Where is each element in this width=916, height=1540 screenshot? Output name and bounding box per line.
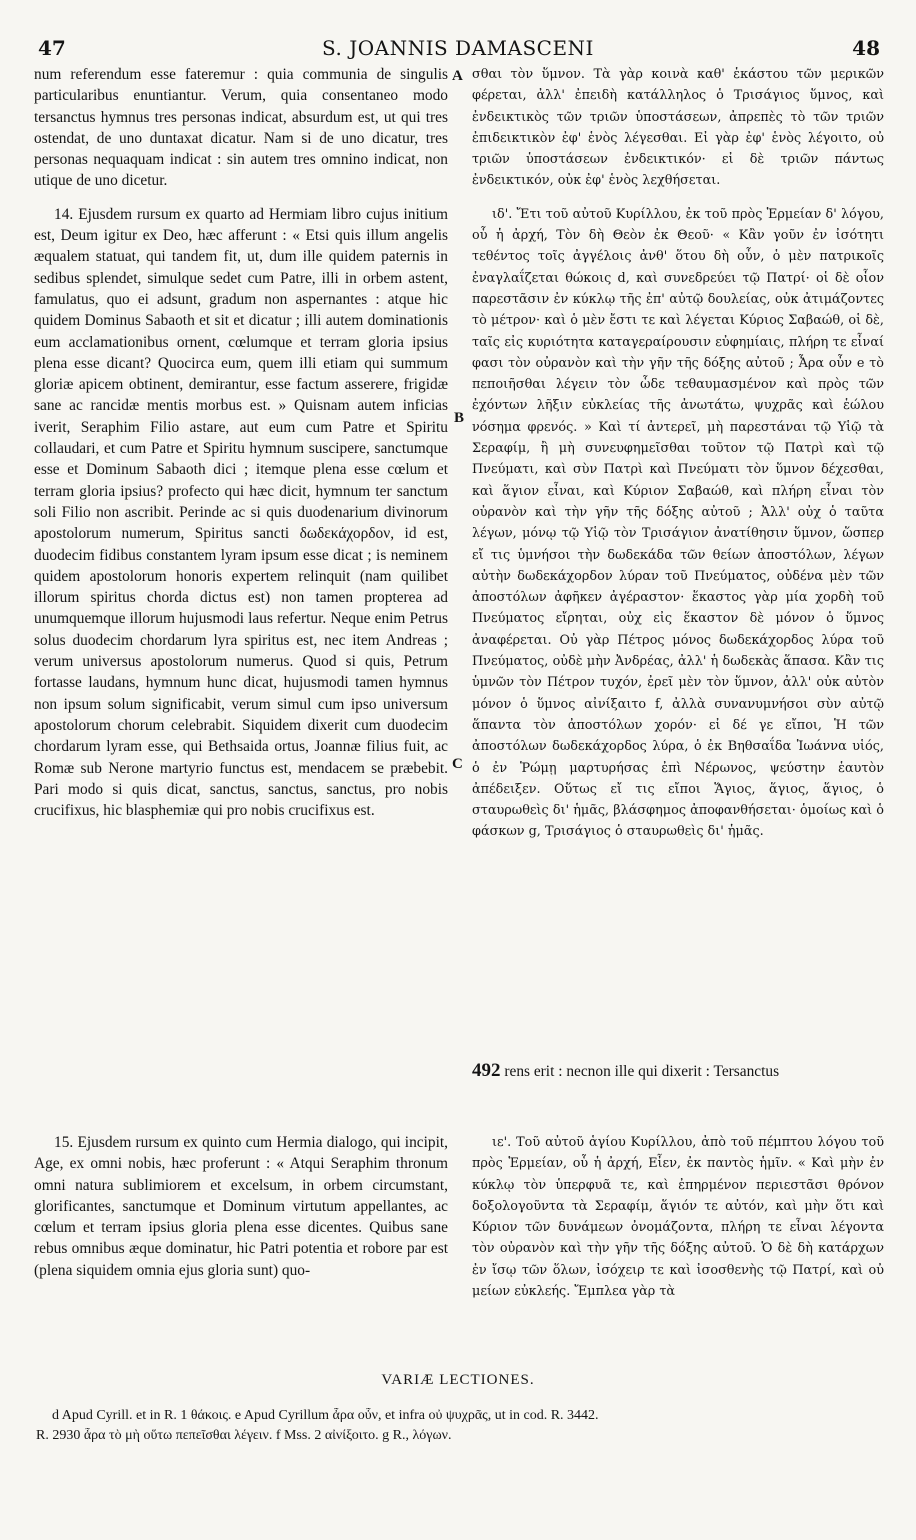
greek-column-lower [472,1132,884,1360]
page-number-left: 47 [38,36,66,60]
variae-line-2: R. 2930 ἆρα τὸ μὴ οὕτω πεπεῖσθαι λέγειν. f Mss. 2 αἰνίξοιτο. g R., λόγων. [36,1428,452,1443]
greek-paragraph: σθαι τὸν ὕμνον. Τὰ γὰρ κοινὰ καθ' ἑκάστου τῶν μερικῶν φέρεται, ἀλλ' ἐπειδὴ κατάλληλος ὁ Τρισάγιος ὕμνος, καὶ ἐνδεικτικὸς τῶν τριῶν ὑποστάσεων, ἀπρεπὲς τὸ τῶν τριῶν ἐπιδεικτικὸν ἐφ' ἑνὸς λέγεσθαι. Εἰ γὰρ ἐφ' ἑνὸς λέγοιτο, οὐ τριῶν ὑποστάσεων ἐνδεικτικόν· εἰ δὲ τριῶν πάντως ἐνδεικτικόν, οὐκ ἐφ' ἑνὸς λεχθήσεται. [472,67,884,189]
latin-paragraph: num referendum esse fateremur : quia communia de singulis particularibus enuntiantur. Verum, quia consentaneo modo tersanctus hymnus tres personas indicat, absurdum est, ut qui tres ostendat, de uno duntaxat dicatur. Nam si de uno dicatur, tres personas nequaquam indicat : sin autem tres omnino indicat, non utique de uno dicetur. [34,66,448,190]
margin-marker-c: C [452,756,463,772]
running-title: S. JOANNIS DAMASCENI [322,36,594,60]
margin-marker-a: A [452,68,463,84]
latin-continuation-text: rens erit : necnon ille qui dixerit : Tersanctus [504,1063,780,1080]
running-header [0,0,916,60]
greek-paragraph-15: ιε'. Τοῦ αὐτοῦ ἁγίου Κυρίλλου, ἀπὸ τοῦ πέμπτου λόγου τοῦ πρὸς Ἑρμείαν, οὗ ἡ ἀρχή, Εἶεν, ἐκ παντὸς ἡμῖν. « Καὶ μὴν ἐν κύκλῳ τὸν ὑπερφυᾶ τε, καὶ ἐπηρμένον περιεστᾶσι θρόνον δοξολογοῦντα τὰ Σεραφίμ, ἅγιόν τε αὐτόν, καὶ μὴν ὅτι καὶ Κύριον τῶν δυνάμεων ὀνομάζοντα, πλήρη τε εἶναι λέγοντα τὸν οὐρανὸν καὶ τὴν γῆν τῆς δόξης αὐτοῦ. Ὁ δὲ δὴ κατάρχων ἐν ἴσῳ τῶν ὅλων, ἰσόχειρ τε καὶ ἰσοσθενὴς τῷ Πατρί, καὶ οὐ μείων εὐκλεής. Ἔμπλεα γὰρ τὰ [472,1135,884,1300]
latin-paragraph-14: 14. Ejusdem rursum ex quarto ad Hermiam libro cujus initium est, Deum igitur ex Deo, hæc afferunt : « Etsi quis illum angelis æqualem statuat, qui tandem fit, ut, dum ille quidem paternis in sedibus splendet, simulque sedet cum Patre, illi in orbem astent, famulatus, quo ei adsunt, gradum non aspernantes : atque hic quidem Dominus Sabaoth et sit et dicatur ; illi autem dominationis eum acclamationibus ornent, cœlumque et terram gloria ipsius plena esse dicant? Quocirca eum, quem illi etiam qui summum gloriæ apicem obtinent, demirantur, esse factum asserere, frigidæ sane ac rancidæ mentis morbus est. » Quisnam autem inficias iverit, Seraphim Filio astare, aut eum cum Patre et Spiritu collaudari, et cum Patre et Spiritu hymnum suscipere, sanctumque esse et Dominum Sabaoth dici ; itemque plena esse cœlum et terram gloria ipsius? profecto qui hæc dicit, hymnum ter sanctum soli Filio non ascribit. Perinde ac si quis duodenarium divinorum apostolorum numerum, Spiritus sancti δωδεκάχορδον, id est, duodecim fidibus constantem lyram ipsum esse dicat ; is neminem quidem apostolorum honoris expertem relinquit (nam quilibet illorum spiritus chorda dictus est) non tamen propterea ad unumquemque illorum hujusmodi laus refertur. Neque enim Petrus solus duodecim chordarum lyra spiritus est, nec item Andreas ; verum universus apostolorum numerus. Quod si quis, Petrum fortasse laudans, hymnum hunc dicat, hujusmodi tamen hymnus non ipsum solum significabit, verum simul cum ipso universum apostolorum chorum celebrabit. Siquidem dixerit cum duodecim chordarum lyram esse, qui Bethsaida ortus, Joannæ filius fuit, ac Romæ sub Nerone martyrio functus est, mendacem se præbebit. Pari modo si quis dicat, sanctus, sanctus, sanctus, pro nobis crucifixus, hic blasphemiæ qui pro nobis crucifixus est. [34,205,448,820]
variae-heading: VARIÆ LECTIONES. [381,1372,535,1388]
latin-continuation [472,1060,884,1120]
column-number: 492 [472,1060,501,1081]
margin-marker-b: B [454,410,465,426]
greek-paragraph-14: ιδ'. Ἔτι τοῦ αὐτοῦ Κυρίλλου, ἐκ τοῦ πρὸς Ἑρμείαν δ' λόγου, οὗ ἡ ἀρχή, Τὸν δὴ Θεὸν ἐκ Θεοῦ· « Κἂν γοῦν ἐν ἰσότητι τεθέντος τοῖς ἀγγέλοις ἀνθ' ὅτου δὴ οὖν, ὁ μὲν πατρικοῖς ἐναγλαΐζεται θώκοις d, καὶ συνεδρεύει τῷ Πατρί· οἱ δὲ οἷον παρεστᾶσιν ἐν κύκλῳ τῆς ἐπ' αὐτῷ δουλείας, οὐκ ἀτιμάζοντες τὸ μέτρον· καὶ ὁ μὲν ἔστι τε καὶ λέγεται Κύριος Σαβαώθ, οἱ δὲ, ταῖς εἰς κυριότητα καταγεραίρουσιν εὐφημίαις, πλήρη τε εἶναί φασι τὸν οὐρανὸν καὶ τὴν γῆν τῆς δόξης αὐτοῦ ; Ἆρα οὖν e τὸ πεποιῆσθαι λέγειν τὸν ὧδε τεθαυμασμένον καὶ πρὸς τῶν ἐχόντων λῆξιν εὐκλείας τῆς ἀνωτάτω, ψυχρᾶς καὶ ἑώλου νόσημα φρενός. » Καὶ τί ἀντερεῖ, μὴ παρεστάναι τῷ Υἱῷ τὰ Σεραφίμ, ἢ μὴ συνευφημεῖσθαι τοῦτον τῷ Πατρὶ καὶ τῷ Πνεύματι, καὶ σὺν Πατρὶ καὶ Πνεύματι τὸν ὕμνον δέχεσθαι, καὶ ἅγιον εἶναι, καὶ Κύριον Σαβαώθ, καὶ πλήρη εἶναι τὸν οὐρανὸν καὶ τὴν γῆν τῆς δόξης αὐτοῦ ; Ἀλλ' οὐχ ὁ ταῦτα λέγων, μόνῳ τῷ Υἱῷ τὸν Τρισάγιον ἀνατίθησιν ὕμνον, ὥσπερ εἴ τις ὑμνήσοι τὴν δωδεκάδα τῶν θείων ἀποστόλων, λέγων αὐτὴν δωδεκάχορδον λύραν τοῦ Πνεύματος, οὐδένα μὲν τῶν ἀποστόλων ἀφῆκεν ἀγέραστον· ἕκαστος γὰρ μία χορδὴ τοῦ Πνεύματος εἴρηται, οὐχ εἰς ἕκαστον δὲ μόνον ὁ ὕμνος ἀναφέρεται. Οὐ γὰρ Πέτρος μόνος δωδεκάχορδος λύρα τοῦ Πνεύματος, οὐδὲ μὴν Ἀνδρέας, ἀλλ' ἡ δωδεκὰς ἅπασα. Κἂν τις ὑμνῶν τὸν Πέτρον τυχόν, ἐρεῖ μὲν τὸν ὕμνον, ἀλλ' οὐκ αὐτὸν μόνον ὁ ὕμνος αἰνίξαιτο f, ἀλλὰ συνανυμνήσοι σὺν αὐτῷ ἅπαντα τὸν ἀποστόλων χορόν· εἰ δέ γε εἴποι, Ἡ τῶν ἀποστόλων δωδεκάχορδος λύρα, ὁ ἐκ Βηθσαΐδα Ἰωάννα υἱός, ὁ ἐν Ῥώμῃ μαρτυρήσας ἐπὶ Νέρωνος, ψεύστην ἑαυτὸν ἀπέδειξεν. Οὕτως εἴ τις εἴποι Ἅγιος, ἅγιος, ἅγιος, ὁ σταυρωθεὶς δι' ἡμᾶς, βλάσφημος ἀποφανθήσεται· ὁμοίως καὶ ὁ φάσκων g, Τρισάγιος ὁ σταυρωθεὶς δι' ἡμᾶς. [472,206,884,840]
latin-column-lower [34,1132,448,1360]
latin-column [34,64,448,1154]
page-number-right: 48 [852,36,880,60]
paragraph-gap [472,192,884,204]
variae-line-1: d Apud Cyrill. et in R. 1 θάκοις. e Apud Cyrillum ἆρα οὖν, et infra οὐ ψυχρᾶς, ut in cod. R. 3442. [52,1408,599,1423]
paragraph-gap [34,192,448,204]
latin-paragraph-15: 15. Ejusdem rursum ex quinto cum Hermia dialogo, qui incipit, Age, ex omni nobis, hæc proferunt : « Atqui Seraphim thronum omni natura sublimiorem et excelsum, in orbem circumstant, glorificantes, sanctumque et Dominum virtutum appellantes, ac cœlum et terram ipsius gloria plena esse dicentes. Quibus sane rebus omnibus æque dominatur, hic Patri potentia et robore par est (plena siquidem omnia ejus gloria sunt) quo- [34,1134,448,1279]
greek-column [472,64,884,1094]
